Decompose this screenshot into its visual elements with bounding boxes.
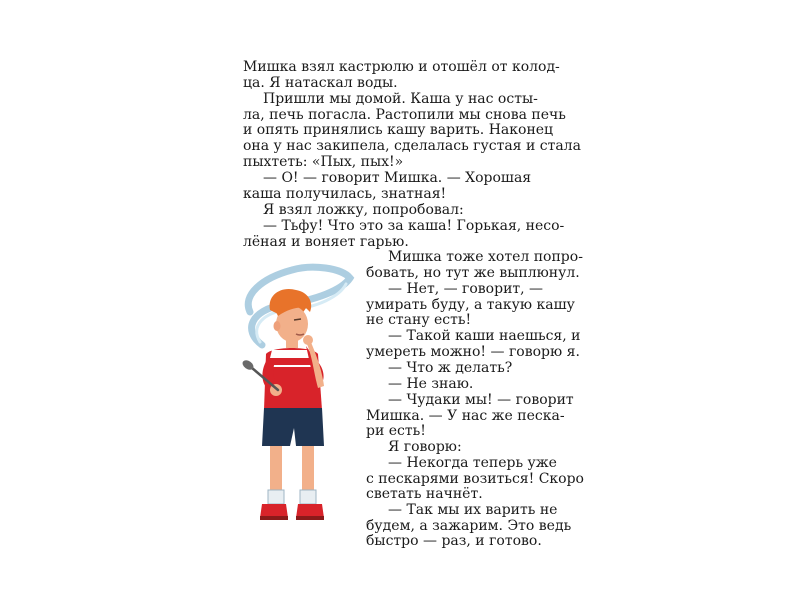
text-line: ца. Я натаскал воды.	[243, 74, 398, 91]
text-line: умереть можно! — говорю я.	[366, 343, 580, 360]
paragraph-4	[243, 203, 584, 219]
text-line: каша получилась, знатная!	[243, 185, 447, 202]
text-line: — Не знаю.	[388, 376, 474, 392]
text-line: — Что ж делать?	[388, 360, 513, 376]
paragraph-10	[366, 377, 584, 393]
text-line: Я взял ложку, попробовал:	[263, 202, 464, 218]
boy-with-spoon-icon	[222, 250, 362, 540]
paragraph-13	[366, 456, 584, 503]
paragraph-12	[366, 440, 584, 456]
text-line: — Такой каши наешься, и	[388, 328, 581, 344]
text-line: Я говорю:	[388, 439, 462, 455]
paragraph-11	[366, 393, 584, 440]
text-line: — Чудаки мы! — говорит	[388, 392, 574, 408]
paragraph-6	[366, 250, 584, 281]
text-line: ла, печь погасла. Растопили мы снова печь	[243, 106, 566, 123]
paragraph-1	[243, 60, 584, 91]
text-line: будем, а зажарим. Это ведь	[366, 517, 572, 534]
text-line: умирать буду, а такую кашу	[366, 296, 575, 313]
text-line: не стану есть!	[366, 312, 472, 329]
text-line: быстро — раз, и готово.	[366, 533, 542, 550]
shoe-icon	[296, 504, 324, 518]
text-line: с пескарями возиться! Скоро	[366, 470, 584, 487]
text-line: светать начнёт.	[366, 486, 483, 503]
text-line: Мишка взял кастрюлю и отошёл от колод-	[243, 59, 560, 75]
text-line: — Так мы их варить не	[388, 502, 558, 518]
paragraph-9	[366, 361, 584, 377]
text-line: лёная и воняет гарью.	[243, 233, 409, 250]
paragraph-2	[243, 92, 584, 171]
text-line: — Нет, — говорит, —	[388, 281, 544, 297]
shoe-icon	[260, 504, 288, 518]
text-line: бовать, но тут же выплюнул.	[366, 264, 580, 281]
paragraph-14	[366, 503, 584, 550]
text-line: — Некогда теперь уже	[388, 455, 557, 471]
paragraph-5	[243, 219, 584, 250]
text-line: пыхтеть: «Пых, пых!»	[243, 153, 404, 170]
text-line: — О! — говорит Мишка. — Хорошая	[263, 170, 532, 186]
text-line: и опять принялись кашу варить. Наконец	[243, 122, 554, 139]
text-line: Пришли мы домой. Каша у нас осты-	[263, 91, 538, 107]
paragraph-3	[243, 171, 584, 202]
text-line: Мишка. — У нас же песка-	[366, 407, 565, 424]
text-line: — Тьфу! Что это за каша! Горькая, несо-	[263, 218, 565, 234]
text-line: ри есть!	[366, 423, 426, 440]
text-line: Мишка тоже хотел попро-	[388, 249, 583, 265]
paragraph-8	[366, 329, 584, 360]
paragraph-7	[366, 282, 584, 329]
text-line: она у нас закипела, сделалась густая и стала	[243, 138, 581, 155]
